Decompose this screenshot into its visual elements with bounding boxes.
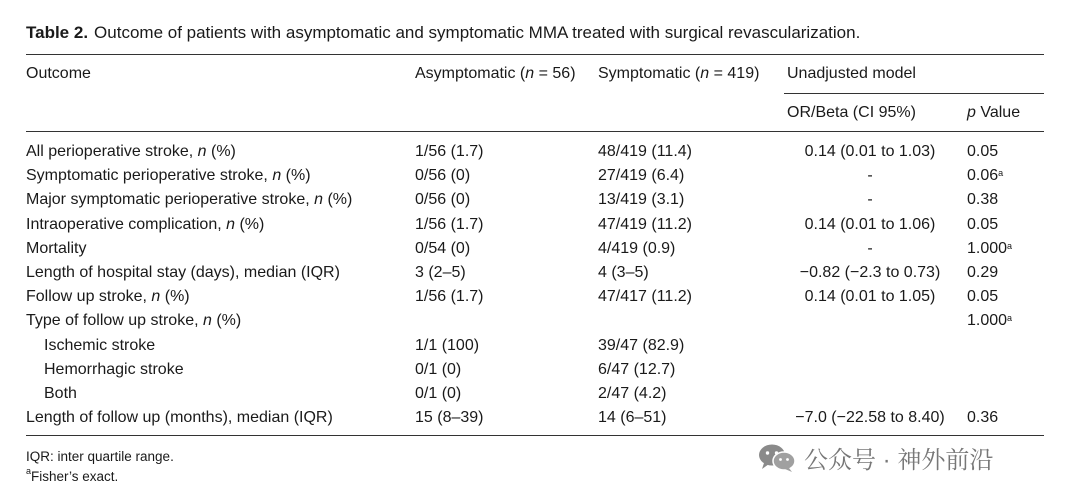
row-asymptomatic: 15 (8–39) bbox=[415, 409, 484, 426]
watermark-text: 公众号 · 神外前沿 bbox=[804, 447, 994, 474]
row-symptomatic: 6/47 (12.7) bbox=[598, 361, 676, 378]
row-or-beta: - bbox=[867, 167, 873, 184]
row-or-beta: - bbox=[867, 191, 873, 208]
row-asymptomatic: 0/1 (0) bbox=[415, 385, 462, 402]
row-asymptomatic: 0/54 (0) bbox=[415, 240, 471, 257]
row-or-beta: - bbox=[867, 240, 873, 257]
row-outcome: Both bbox=[44, 385, 77, 402]
row-symptomatic: 4 (3–5) bbox=[598, 264, 649, 281]
row-asymptomatic: 1/56 (1.7) bbox=[415, 288, 484, 305]
row-outcome: Mortality bbox=[26, 240, 87, 257]
row-outcome: Length of follow up (months), median (IQR) bbox=[26, 409, 333, 426]
row-asymptomatic: 0/56 (0) bbox=[415, 191, 471, 208]
row-or-beta: 0.14 (0.01 to 1.06) bbox=[804, 216, 936, 233]
row-outcome: Type of follow up stroke, n (%) bbox=[26, 312, 242, 329]
row-outcome: Intraoperative complication, n (%) bbox=[26, 216, 265, 233]
row-symptomatic: 47/419 (11.2) bbox=[598, 216, 692, 233]
header-asymptomatic: Asymptomatic (n = 56) bbox=[415, 65, 576, 82]
row-symptomatic: 39/47 (82.9) bbox=[598, 337, 685, 354]
row-p-value: 1.000$^a$ bbox=[967, 312, 1013, 329]
row-symptomatic: 13/419 (3.1) bbox=[598, 191, 685, 208]
row-asymptomatic: 0/1 (0) bbox=[415, 361, 462, 378]
row-asymptomatic: 3 (2–5) bbox=[415, 264, 466, 281]
row-or-beta: −7.0 (−22.58 to 8.40) bbox=[795, 409, 945, 426]
row-outcome: Major symptomatic perioperative stroke, n (%) bbox=[26, 191, 353, 208]
row-asymptomatic: 1/56 (1.7) bbox=[415, 143, 484, 160]
row-outcome: Length of hospital stay (days), median (IQR) bbox=[26, 264, 340, 281]
row-outcome: All perioperative stroke, n (%) bbox=[26, 143, 236, 160]
header-unadjusted-model: Unadjusted model bbox=[787, 65, 916, 82]
row-symptomatic: 27/419 (6.4) bbox=[598, 167, 685, 184]
row-symptomatic: 4/419 (0.9) bbox=[598, 240, 676, 257]
header-outcome: Outcome bbox=[26, 65, 91, 82]
row-asymptomatic: 1/56 (1.7) bbox=[415, 216, 484, 233]
wechat-icon bbox=[758, 443, 796, 473]
row-asymptomatic: 0/56 (0) bbox=[415, 167, 471, 184]
row-p-value: 0.05 bbox=[967, 216, 999, 233]
table-label: Table 2. bbox=[26, 23, 89, 42]
row-p-value: 0.36 bbox=[967, 409, 999, 426]
row-or-beta: 0.14 (0.01 to 1.03) bbox=[804, 143, 936, 160]
row-symptomatic: 14 (6–51) bbox=[598, 409, 667, 426]
row-symptomatic: 47/417 (11.2) bbox=[598, 288, 692, 305]
row-outcome: Hemorrhagic stroke bbox=[44, 361, 184, 378]
row-p-value: 0.29 bbox=[967, 264, 999, 281]
row-p-value: 1.000$^a$ bbox=[967, 240, 1013, 257]
header-symptomatic: Symptomatic (n = 419) bbox=[598, 65, 760, 82]
row-or-beta: 0.14 (0.01 to 1.05) bbox=[804, 288, 936, 305]
row-outcome: Follow up stroke, n (%) bbox=[26, 288, 190, 305]
footnote-fisher: $^a$Fisher’s exact. bbox=[26, 466, 119, 484]
bottom-rule bbox=[26, 435, 1044, 436]
row-p-value: 0.05 bbox=[967, 143, 999, 160]
row-outcome: Ischemic stroke bbox=[44, 337, 156, 354]
header-p-value: p Value bbox=[967, 104, 1021, 121]
table-caption bbox=[26, 23, 860, 43]
header-or-beta: OR/Beta (CI 95%) bbox=[787, 104, 916, 121]
row-asymptomatic: 1/1 (100) bbox=[415, 337, 480, 354]
row-symptomatic: 2/47 (4.2) bbox=[598, 385, 667, 402]
row-p-value: 0.38 bbox=[967, 191, 999, 208]
model-rule bbox=[784, 93, 1044, 94]
watermark bbox=[758, 440, 993, 475]
top-rule bbox=[26, 54, 1044, 55]
row-outcome: Symptomatic perioperative stroke, n (%) bbox=[26, 167, 311, 184]
row-or-beta: −0.82 (−2.3 to 0.73) bbox=[799, 264, 941, 281]
footnote-iqr: IQR: inter quartile range. bbox=[26, 449, 174, 464]
row-p-value: 0.06$^a$ bbox=[967, 167, 1004, 184]
caption-text: Outcome of patients with asymptomatic and symptomatic MMA treated with surgical revascularization. bbox=[94, 23, 861, 42]
row-symptomatic: 48/419 (11.4) bbox=[598, 143, 692, 160]
header-rule bbox=[26, 131, 1044, 132]
row-p-value: 0.05 bbox=[967, 288, 999, 305]
